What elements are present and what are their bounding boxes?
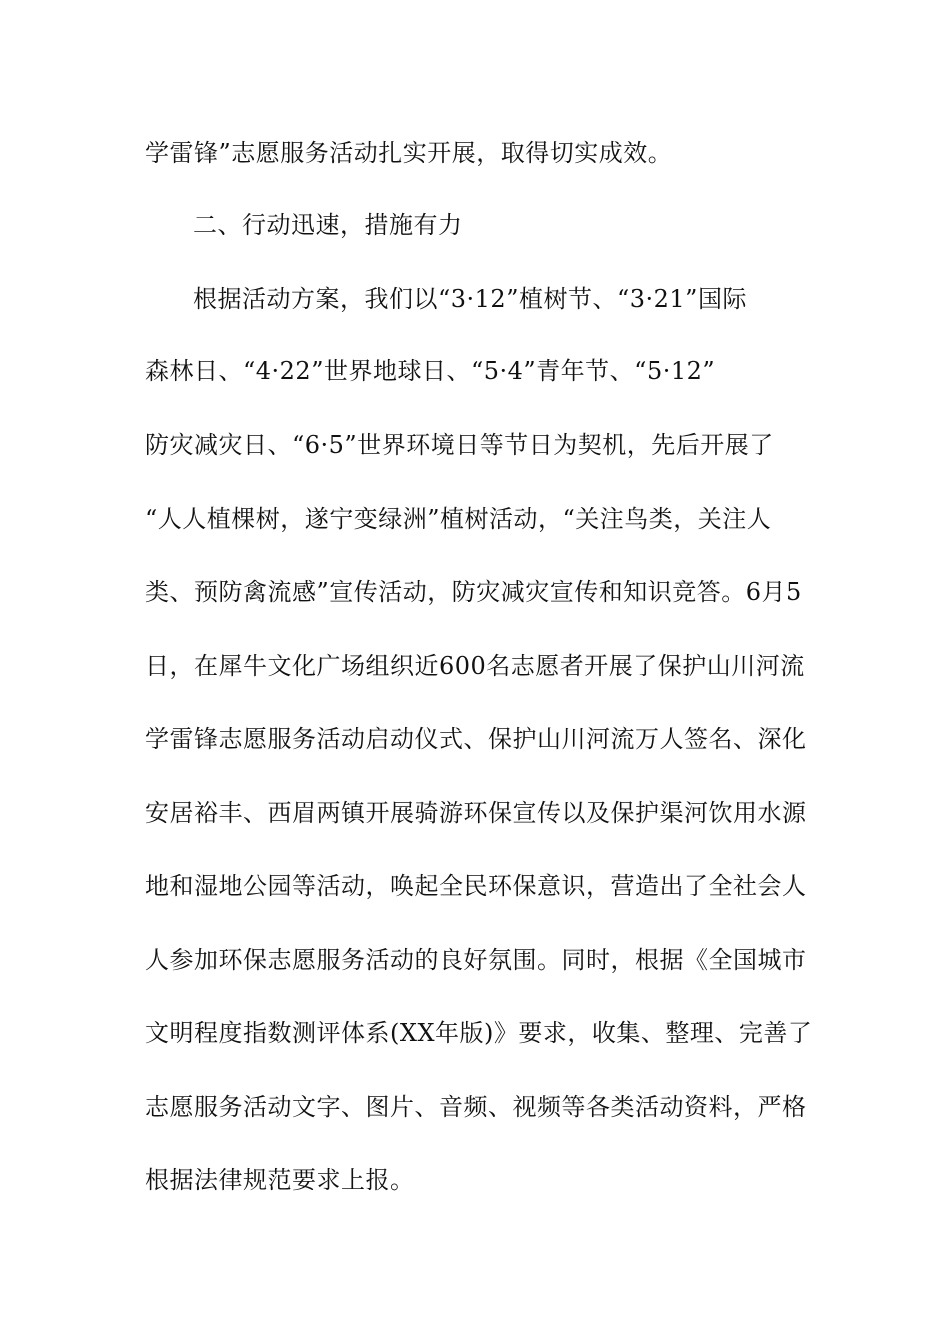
paragraph-line-12: 文明程度指数测评体系(XX年版)》要求，收集、整理、完善了 <box>145 1019 813 1047</box>
paragraph-line-1: 学雷锋”志愿服务活动扎实开展，取得切实成效。 <box>145 139 673 167</box>
paragraph-line-9: 安居裕丰、西眉两镇开展骑游环保宣传以及保护渠河饮用水源 <box>145 799 807 827</box>
paragraph-line-5: “人人植棵树，遂宁变绿洲”植树活动，“关注鸟类，关注人 <box>145 505 772 533</box>
paragraph-line-3: 森林日、“4·22”世界地球日、“5·4”青年节、“5·12” <box>145 357 716 385</box>
paragraph-line-8: 学雷锋志愿服务活动启动仪式、保护山川河流万人签名、深化 <box>145 725 807 753</box>
paragraph-line-11: 人参加环保志愿服务活动的良好氛围。同时，根据《全国城市 <box>145 946 807 974</box>
paragraph-line-2: 根据活动方案，我们以“3·12”植树节、“3·21”国际 <box>193 285 747 313</box>
paragraph-line-14: 根据法律规范要求上报。 <box>145 1166 415 1194</box>
paragraph-line-10: 地和湿地公园等活动，唤起全民环保意识，营造出了全社会人 <box>145 872 807 900</box>
section-heading: 二、行动迅速，措施有力 <box>193 211 463 239</box>
paragraph-line-6: 类、预防禽流感”宣传活动，防灾减灾宣传和知识竞答。6月5 <box>145 578 802 606</box>
paragraph-line-4: 防灾减灾日、“6·5”世界环境日等节日为契机，先后开展了 <box>145 431 774 459</box>
paragraph-line-13: 志愿服务活动文字、图片、音频、视频等各类活动资料，严格 <box>145 1093 807 1121</box>
paragraph-line-7: 日，在犀牛文化广场组织近600名志愿者开展了保护山川河流 <box>145 652 805 680</box>
